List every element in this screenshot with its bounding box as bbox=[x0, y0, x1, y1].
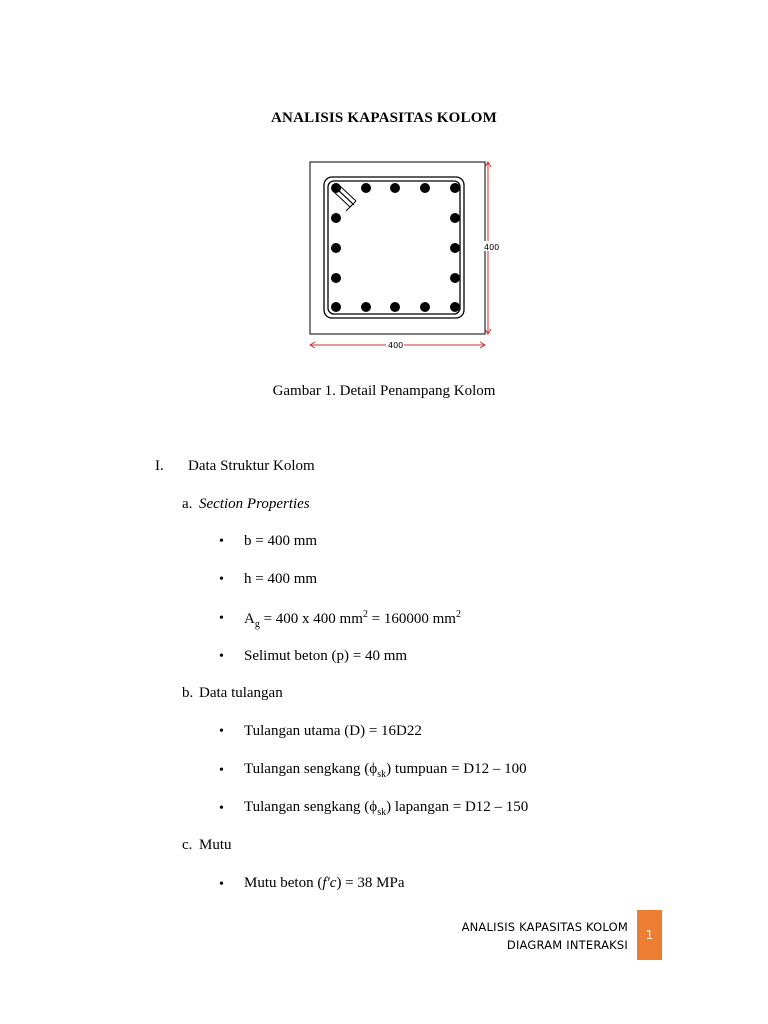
item-sengkang-tumpuan: Tulangan sengkang $(\phi_{sk})$ tumpuan = D12 – 100 bbox=[244, 761, 527, 780]
subsection-a-marker: a. bbox=[182, 496, 193, 512]
bullet-icon: • bbox=[219, 611, 224, 626]
item-sengkang-lapangan: Tulangan sengkang $(\phi_{sk})$ lapangan = D12 – 150 bbox=[244, 799, 529, 818]
stirrup-inner bbox=[328, 181, 460, 314]
footer-title bbox=[462, 918, 628, 954]
section-heading: Data Struktur Kolom bbox=[188, 458, 315, 474]
bullet-icon: • bbox=[219, 649, 224, 664]
item-b: b = 400 mm bbox=[244, 533, 318, 549]
stirrup-outer bbox=[324, 177, 464, 318]
bullet-icon: • bbox=[219, 763, 224, 778]
subsection-c-heading: Mutu bbox=[199, 837, 232, 853]
page-number: 1 bbox=[637, 910, 662, 960]
item-ag: $A_g = 400$ x 400 $mm^2 = 160000$ $mm^2$ bbox=[244, 609, 461, 630]
width-dimension-label: 400 bbox=[388, 341, 404, 350]
bullet-icon: • bbox=[219, 572, 224, 587]
subsection-a-heading: Section Properties bbox=[199, 496, 310, 512]
subsection-b-heading: Data tulangan bbox=[199, 685, 283, 701]
subsection-c-marker: c. bbox=[182, 837, 193, 853]
item-h: h = 400 mm bbox=[244, 571, 318, 587]
figure-caption: Gambar 1. Detail Penampang Kolom bbox=[272, 383, 496, 399]
section-numeral: I. bbox=[155, 458, 164, 474]
item-selimut: Selimut beton (p) = 40 mm bbox=[244, 648, 408, 664]
document-title: ANALISIS KAPASITAS KOLOM bbox=[271, 110, 497, 126]
item-tulangan-utama: Tulangan utama (D) = 16D22 bbox=[244, 723, 422, 739]
bullet-icon: • bbox=[219, 801, 224, 816]
footer-line-2: DIAGRAM INTERAKSI bbox=[506, 938, 628, 952]
column-section-figure bbox=[300, 155, 510, 355]
height-dimension-label: 400 bbox=[484, 243, 500, 252]
subsection-b-marker: b. bbox=[182, 685, 194, 701]
footer-line-1: ANALISIS KAPASITAS KOLOM bbox=[461, 920, 628, 934]
bullet-icon: • bbox=[219, 534, 224, 549]
item-mutu-beton: Mutu beton (f′c) = 38 MPa bbox=[244, 875, 405, 891]
bullet-icon: • bbox=[219, 724, 224, 739]
rebar-group bbox=[331, 183, 460, 312]
bullet-icon: • bbox=[219, 877, 224, 892]
